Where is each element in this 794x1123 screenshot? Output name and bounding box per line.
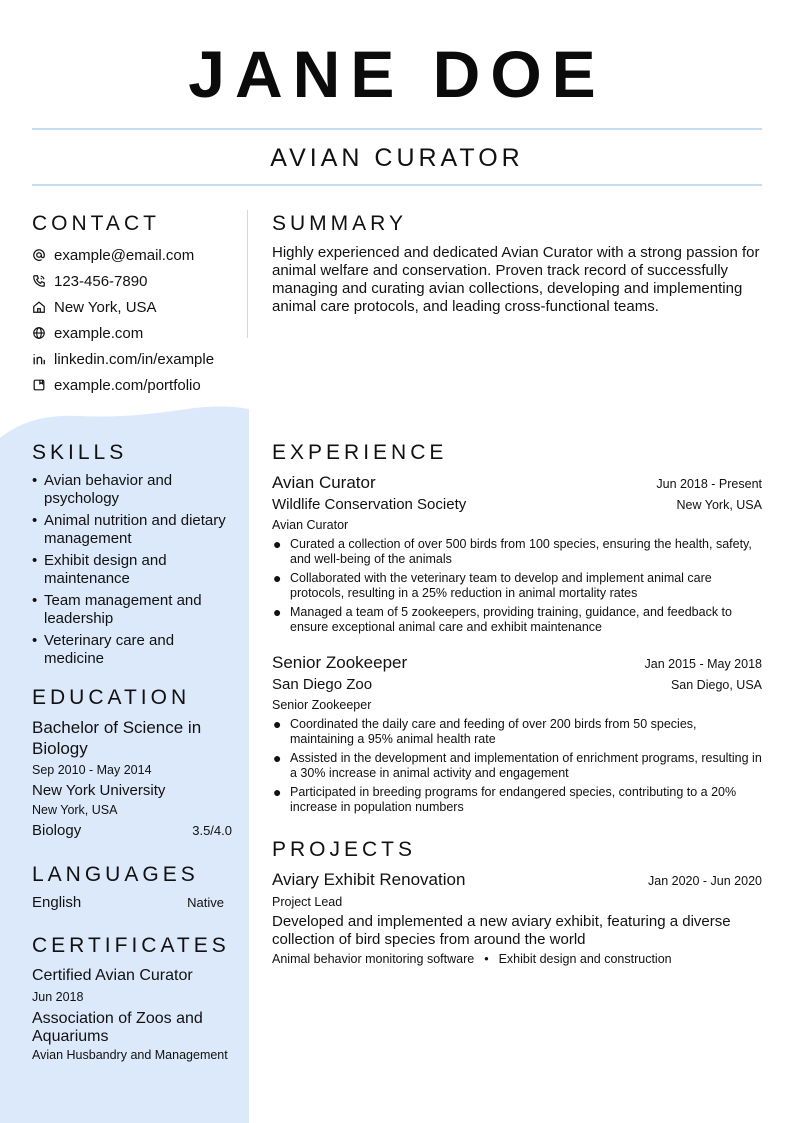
job-location: New York, USA <box>676 498 762 512</box>
language-item <box>32 893 224 913</box>
column-divider <box>247 210 248 338</box>
job-bullet: ● Coordinated the daily care and feeding of over 200 birds from 50 species, maintaining a 95% animal health rate <box>273 716 697 746</box>
contact-email[interactable] <box>32 242 214 268</box>
contact-phone-text: 123-456-7890 <box>54 272 148 290</box>
certificates-list <box>32 965 232 1063</box>
education-location: New York, USA <box>32 803 118 817</box>
certificates-heading: CERTIFICATES <box>32 934 230 957</box>
job-bullets <box>272 717 762 815</box>
job-location: San Diego, USA <box>670 678 762 692</box>
skill-item: • Veterinary care and medicine <box>32 632 175 667</box>
project-role: Project Lead <box>272 895 343 909</box>
skill-item: • Team management and leadership <box>32 592 202 627</box>
home-icon <box>32 299 54 315</box>
skill-item: • Animal nutrition and dietary management <box>32 512 226 547</box>
contact-portfolio-text: example.com/portfolio <box>54 376 201 394</box>
experience-job <box>272 652 762 819</box>
resume-role: AVIAN CURATOR <box>270 144 524 172</box>
project-tags <box>272 950 762 968</box>
certificate-name: Certified Avian Curator <box>32 967 193 984</box>
job-bullet: ● Participated in breeding programs for endangered species, contributing to a 20% increase in population numbers <box>273 784 737 814</box>
job-org-row <box>272 674 762 696</box>
job-bullet: ● Managed a team of 5 zookeepers, providing training, guidance, and feedback to ensure exceptional animal care and exhibit maintenance <box>273 604 732 634</box>
job-bullets <box>272 537 762 635</box>
job-dates: Jun 2018 - Present <box>656 477 762 491</box>
project-title: Aviary Exhibit Renovation <box>272 870 466 889</box>
job-bullet: ● Collaborated with the veterinary team to develop and implement animal care protocols, resulting in a 25% reduction in animal mortality rates <box>273 570 712 600</box>
education-gpa: 3.5/4.0 <box>192 823 232 838</box>
education-heading: EDUCATION <box>32 686 191 709</box>
project-dates: Jan 2020 - Jun 2020 <box>648 874 762 888</box>
languages-heading: LANGUAGES <box>32 863 199 886</box>
language-name: English <box>32 894 82 911</box>
education-gpa-row <box>32 821 232 841</box>
job-header <box>272 652 762 674</box>
contact-phone[interactable] <box>32 268 214 294</box>
education-field: Biology <box>32 822 82 839</box>
experience-job <box>272 472 762 639</box>
job-title: Senior Zookeeper <box>272 653 408 672</box>
project-header <box>272 869 762 891</box>
project-description: Developed and implemented a new aviary exhibit, featuring a diverse collection of bird species from around the world <box>272 913 731 948</box>
project-entry <box>272 869 762 968</box>
certificate-date: Jun 2018 <box>32 990 84 1004</box>
job-bullet: ● Curated a collection of over 500 birds from 100 species, ensuring the health, safety, and well-being of the animals <box>273 536 752 566</box>
project-tag: Animal behavior monitoring software <box>272 952 475 966</box>
at-icon <box>32 247 54 263</box>
linkedin-icon <box>32 351 54 367</box>
job-role: Senior Zookeeper <box>272 698 372 712</box>
portfolio-icon <box>32 377 54 393</box>
skills-heading: SKILLS <box>32 441 128 464</box>
job-title: Avian Curator <box>272 473 376 492</box>
contact-email-text: example@email.com <box>54 246 195 264</box>
job-dates: Jan 2015 - May 2018 <box>644 657 762 671</box>
contact-heading: CONTACT <box>32 212 160 235</box>
resume-name: JANE DOE <box>188 37 606 111</box>
job-header <box>272 472 762 494</box>
skills-list <box>32 472 232 672</box>
experience-heading: EXPERIENCE <box>272 441 448 464</box>
education-dates: Sep 2010 - May 2014 <box>32 763 152 777</box>
language-level: Native <box>187 895 224 910</box>
phone-icon <box>32 273 54 289</box>
contact-website[interactable] <box>32 320 214 346</box>
contact-linkedin[interactable] <box>32 346 214 372</box>
job-org: San Diego Zoo <box>272 676 373 693</box>
education-entry <box>32 717 232 841</box>
job-org: Wildlife Conservation Society <box>272 496 467 513</box>
contact-website-text: example.com <box>54 324 144 342</box>
education-degree: Bachelor of Science in Biology <box>32 718 202 758</box>
certificate-name: Association of Zoos and Aquariums <box>32 1010 203 1045</box>
globe-icon <box>32 325 54 341</box>
tag-separator: • <box>484 952 489 966</box>
job-bullet: ● Assisted in the development and implementation of enrichment programs, resulting in a 30% increase in animal activity and engagement <box>273 750 762 780</box>
contact-location-text: New York, USA <box>54 298 157 316</box>
job-role: Avian Curator <box>272 518 349 532</box>
contact-list <box>32 242 214 398</box>
project-tag: Exhibit design and construction <box>498 952 672 966</box>
header-divider-top <box>32 128 762 130</box>
summary-text: Highly experienced and dedicated Avian Curator with a strong passion for animal welfare and conservation. Proven track record of successfully managing and curating avian collections, developing and implementing animal care protocols, and leading cross-functional teams. <box>272 244 760 315</box>
contact-location <box>32 294 214 320</box>
certificate-detail: Avian Husbandry and Management <box>32 1048 228 1062</box>
contact-linkedin-text: linkedin.com/in/example <box>54 350 215 368</box>
header-divider-bottom <box>32 184 762 186</box>
summary-heading: SUMMARY <box>272 212 407 235</box>
skill-item: • Avian behavior and psychology <box>32 472 173 507</box>
skill-item: • Exhibit design and maintenance <box>32 552 167 587</box>
contact-portfolio[interactable] <box>32 372 214 398</box>
education-school: New York University <box>32 782 166 799</box>
projects-heading: PROJECTS <box>272 838 417 861</box>
job-org-row <box>272 494 762 516</box>
